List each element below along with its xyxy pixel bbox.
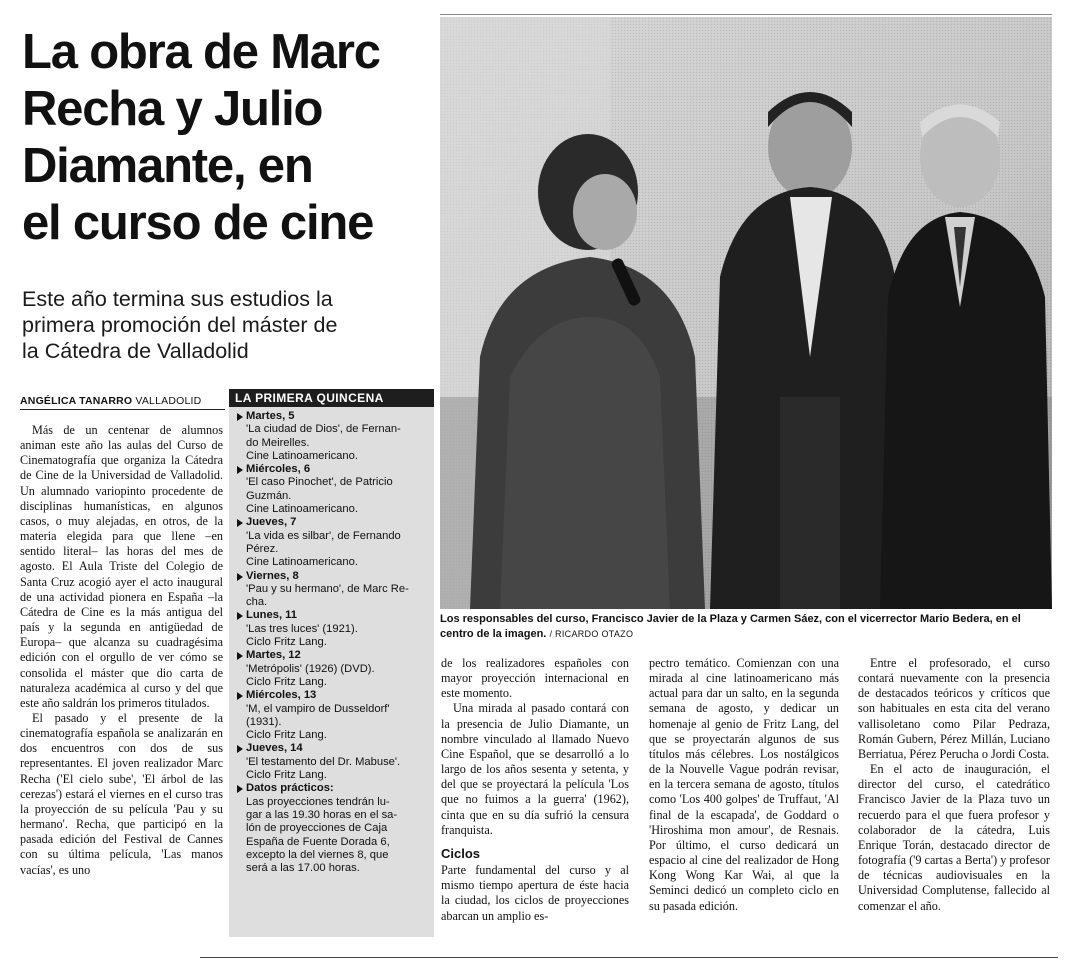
schedule-line: 'Metrópolis' (1926) (DVD). bbox=[246, 662, 375, 675]
section-subtitle: Ciclos bbox=[441, 845, 481, 861]
schedule-day: Viernes, 8 bbox=[237, 570, 428, 583]
schedule-line: Las proyecciones tendrán lu- bbox=[246, 795, 390, 808]
schedule-line: 'El caso Pinochet', de Patricio bbox=[246, 476, 393, 489]
subheadline-line: primera promoción del máster de bbox=[22, 313, 338, 337]
photo-caption bbox=[440, 612, 1055, 642]
schedule-line: Ciclo Fritz Lang. bbox=[246, 675, 327, 688]
paragraph: El pasado y el presente de la cinematografía española se analizarán en dos encuentros con dos de sus representantes. El joven realizador Marc Recha ('El cielo sube', 'El árbol de las cerezas') estará el viernes en el curso tras la proyección de su película 'Pau y su hermano'. Recha, que participó en la pasada edición del Festival de Cannes con su última película, 'Las manos vacías', es uno bbox=[20, 710, 223, 877]
schedule-line: España de Fuente Dorada 6, bbox=[246, 835, 390, 848]
article-column-4 bbox=[858, 656, 1050, 914]
schedule-line: Guzmán. bbox=[246, 489, 292, 502]
schedule-line: excepto la del viernes 8, que bbox=[246, 848, 389, 861]
schedule-line: 'Pau y su hermano', de Marc Re- bbox=[246, 582, 409, 595]
schedule-line: 'La ciudad de Dios', de Fernan- bbox=[246, 423, 401, 436]
article-column-1 bbox=[20, 423, 223, 878]
subheadline bbox=[22, 286, 422, 364]
byline-divider bbox=[20, 409, 225, 410]
schedule-line: Cine Latinoamericano. bbox=[246, 449, 358, 462]
article-column-2 bbox=[441, 656, 629, 924]
headline-line: La obra de Marc bbox=[22, 25, 380, 79]
sidebar-title: LA PRIMERA QUINCENA bbox=[229, 389, 434, 407]
schedule-line: Pérez. bbox=[246, 542, 279, 555]
schedule-line: 'Las tres luces' (1921). bbox=[246, 622, 358, 635]
schedule-sidebar bbox=[229, 389, 434, 937]
schedule-day: Martes, 5 bbox=[237, 410, 428, 423]
schedule-line: Cine Latinoamericano. bbox=[246, 503, 358, 516]
photo-caption-text: Los responsables del curso, Francisco Javier de la Plaza y Carmen Sáez, con el vicerrector Mario Bedera, en el centro de la imagen. bbox=[440, 613, 1021, 640]
schedule-line: 'M, el vampiro de Dusseldorf' bbox=[246, 702, 390, 715]
schedule-day: Lunes, 11 bbox=[237, 609, 428, 622]
schedule-line: gar a las 19.30 horas en el sa- bbox=[246, 808, 398, 821]
schedule-line: Cine Latinoamericano. bbox=[246, 556, 358, 569]
schedule-day: Jueves, 7 bbox=[237, 516, 428, 529]
schedule-line: do Meirelles. bbox=[246, 436, 310, 449]
photo-illustration bbox=[440, 17, 1052, 609]
paragraph: Parte fundamental del curso y al mismo tiempo apertura de éste hacia la ciudad, los ciclos de proyecciones abarcan un amplio es- bbox=[441, 863, 629, 923]
photo bbox=[440, 17, 1052, 609]
schedule-day: Martes, 12 bbox=[237, 649, 428, 662]
article-column-3 bbox=[649, 656, 839, 914]
schedule-line: será a las 17.00 horas. bbox=[246, 862, 360, 875]
paragraph: Una mirada al pasado contará con la presencia de Julio Diamante, un nombre vinculado al llamado Nuevo Cine Español, que se desarrolló a lo largo de los años sesenta y setenta, y del que se proyectará la película 'Los que no fuimos a la guerra' (1962), cinta que en su día sufrió la censura franquista. bbox=[441, 701, 629, 837]
schedule-line: Ciclo Fritz Lang. bbox=[246, 636, 327, 649]
schedule-line: 'La vida es silbar', de Fernando bbox=[246, 529, 401, 542]
headline-line: el curso de cine bbox=[22, 196, 374, 250]
paragraph: de los realizadores españoles con mayor proyección internacional en este momento. bbox=[441, 656, 629, 701]
schedule-line: (1931). bbox=[246, 715, 282, 728]
paragraph: pectro temático. Comienzan con una mirada al cine latinoamericano más actual para dar un salto, en la segunda semana de agosto, y dedicar un homenaje al genio de Fritz Lang, del que se proyectarán algunos de sus títulos más célebres. Los nostálgicos de la Nouvelle Vague podrán revisar, en la tercera semana de agosto, títulos como 'Los 400 golpes' de Truffaut, 'Al final de la escapada', de Goddard o 'Hiroshima mon amour', de Resnais. Por último, el curso dedicará un espacio al cine del realizador de Hong Kong Wong Kar Wai, al que la Seminci dedicó un completo ciclo en su pasada edición. bbox=[649, 656, 839, 913]
subheadline-line: Este año termina sus estudios la bbox=[22, 287, 333, 311]
byline-author: ANGÉLICA TANARRO bbox=[20, 395, 133, 407]
schedule-day: Datos prácticos: bbox=[237, 782, 428, 795]
photo-credit: / RICARDO OTAZO bbox=[549, 629, 634, 639]
schedule-line: Ciclo Fritz Lang. bbox=[246, 729, 327, 742]
bottom-rule bbox=[200, 957, 1058, 958]
photo-top-rule bbox=[440, 14, 1052, 15]
schedule-line: cha. bbox=[246, 596, 268, 609]
schedule-line: lón de proyecciones de Caja bbox=[246, 822, 388, 835]
schedule-line: 'El testamento del Dr. Mabuse'. bbox=[246, 755, 401, 768]
byline-place: VALLADOLID bbox=[135, 395, 202, 407]
schedule-day: Jueves, 14 bbox=[237, 742, 428, 755]
headline bbox=[22, 24, 422, 252]
subheadline-line: la Cátedra de Valladolid bbox=[22, 339, 249, 363]
headline-line: Diamante, en bbox=[22, 139, 313, 193]
headline-line: Recha y Julio bbox=[22, 82, 323, 136]
schedule-day: Miércoles, 6 bbox=[237, 463, 428, 476]
byline bbox=[20, 395, 225, 407]
paragraph: Entre el profesorado, el curso contará nuevamente con la presencia de destacados teóricos y críticos que son habituales en esta cita del verano vallisoletano como Pilar Pedraza, Román Gubern, Pérez Millán, Luciano Berriatua, Pérez Perucha o Jordi Costa. bbox=[858, 656, 1050, 761]
schedule-day: Miércoles, 13 bbox=[237, 689, 428, 702]
sidebar-entries bbox=[229, 407, 434, 875]
schedule-line: Ciclo Fritz Lang. bbox=[246, 769, 327, 782]
paragraph: En el acto de inauguración, el director del curso, el catedrático Francisco Javier de la Plaza tuvo un recuerdo para el que fuera profesor y colaborador de la cátedra, Luis Enrique Torán, destacado director de fotografía ('9 cartas a Berta') y profesor de técnicas audiovisuales en la Universidad Complutense, fallecido al comenzar el año. bbox=[858, 762, 1050, 913]
paragraph: Más de un centenar de alumnos animan este año las aulas del Curso de Cinematografía que organiza la Cátedra de Cine de la Universidad de Valladolid. Un alumnado variopinto procedente de disciplinas humanísticas, en algunos casos, o muy alejadas, en otros, de la materia elegida para que llene –en sentido literal– las horas del mes de agosto. El Aula Triste del Colegio de Santa Cruz acogió ayer el acto inaugural de una actividad pionera en España –la Cátedra de Cine es la más antigua del país y la segunda en antigüedad de Europa– que alcanza su cuadragésima edición con el orgullo de ver cómo se consolida el máster que dio carta de naturaleza académica al curso y del que este año saldrán los primeros titulados. bbox=[20, 423, 223, 710]
